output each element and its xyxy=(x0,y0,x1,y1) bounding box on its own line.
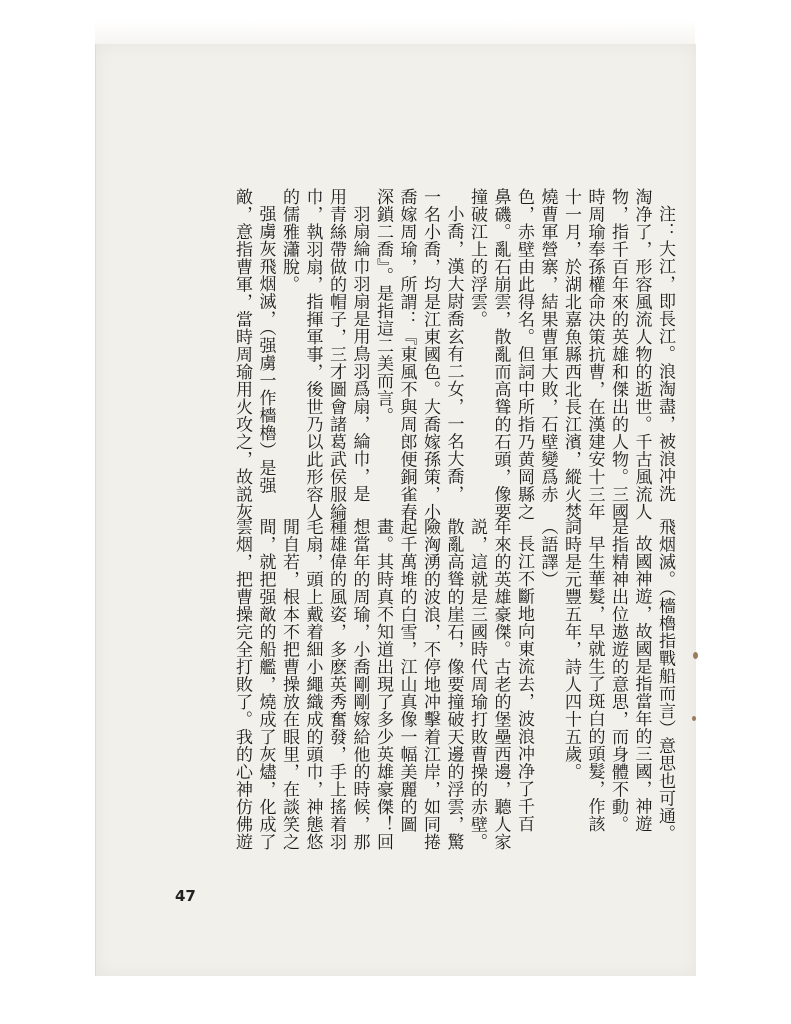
text-column: 想當年的周瑜，小喬剛剛嫁給他的時候，那 xyxy=(349,518,370,851)
text-column: 一名小喬，均是江東國色。大喬嫁孫策，小 xyxy=(420,188,440,521)
text-column: 深鎖二喬』。是指這二美而言。 xyxy=(373,188,393,425)
text-column: 是指精神出位遨遊的意思，而身體不動。 xyxy=(608,518,628,833)
text-column: 毛扇，頭上戴着細小繩織成的頭巾，神態悠 xyxy=(302,518,323,851)
text-column: 畫。其時真不知道出現了多少英雄豪傑！回 xyxy=(373,518,393,851)
text-column: 詞時是元豐五年，詩人四十五歲。 xyxy=(561,518,581,781)
text-column: 色，赤壁由此得名。但詞中所指乃黄岡縣之 xyxy=(514,188,534,521)
text-column: 説，這就是三國時代周瑜打敗曹操的赤壁。 xyxy=(467,518,487,851)
text-column: 閒自若，根本不把曹操放在眼里，在談笑之 xyxy=(279,518,299,851)
text-column: 長江不斷地向東流去，波浪冲净了千百 xyxy=(514,535,534,833)
text-column: 小喬，漢大尉喬玄有二女，一名大喬， xyxy=(443,205,464,503)
text-column: 起千萬堆的白雪，江山真像一幅美麗的圖 xyxy=(396,518,417,833)
text-column: 物，指千百年來的英雄和傑出的人物。三國 xyxy=(608,188,628,521)
text-column: 撞破江上的浮雲。 xyxy=(467,188,487,328)
text-column: 喬嫁周瑜，所謂：『東風不與周郎便銅雀春 xyxy=(396,188,417,521)
text-column: 故國神遊，故國是指當年的三國，神遊 xyxy=(631,535,652,833)
text-column: 散亂高聳的崖石，像要撞破天邊的浮雲，驚 xyxy=(443,518,464,851)
text-column: 間，就把强敵的船艦，燒成了灰燼，化成了 xyxy=(255,518,276,851)
text-column: 羽扇綸巾羽扇是用鳥羽爲扇，綸巾，是 xyxy=(349,205,370,503)
text-column: 早生華髮，早就生了斑白的頭髮，作該 xyxy=(584,535,605,833)
text-column: 注：大江，即長江。浪淘盡，被浪冲洗 xyxy=(655,205,675,503)
text-column: 淘净了，形容風流人物的逝世。千古風流人 xyxy=(631,188,652,521)
text-column: 雲烟，把曹操完全打敗了。我的心神仿佛遊 xyxy=(232,518,252,851)
text-column: 燒曹軍營寨，結果曹軍大敗，石壁變爲赤 xyxy=(537,188,558,503)
text-column: 十一月，於湖北嘉魚縣西北長江濱，縱火焚 xyxy=(561,188,581,521)
annotation-block-bottom xyxy=(141,518,676,878)
annotation-block-top xyxy=(141,188,676,521)
text-column: 巾，執羽扇，指揮軍事，後世乃以此形容人 xyxy=(302,188,323,521)
text-column: 强虜灰飛烟滅，（强虜一作檣櫓）是强 xyxy=(255,205,276,494)
text-column: 時周瑜奉孫權命决策抗曹，在漢建安十三年 xyxy=(584,188,605,521)
text-column: 險洶湧的波浪，不停地冲擊着江岸，如同捲 xyxy=(420,518,440,851)
text-column: 敵，意指曹軍，當時周瑜用火攻之，故説灰 xyxy=(232,188,252,521)
text-column: （語譯） xyxy=(537,518,558,588)
page-number: 47 xyxy=(175,887,196,905)
page-top-edge xyxy=(95,20,695,44)
text-column: 種雄偉的風姿，多麽英秀奮發，手上搖着羽 xyxy=(326,518,346,851)
ink-spot xyxy=(692,716,696,721)
text-column: 用青絲帶做的帽子，三才圖會諸葛武侯服綸 xyxy=(326,188,346,521)
text-column: 年來的英雄豪傑。古老的堡壘西邊，聽人家 xyxy=(490,518,511,851)
text-column: 飛烟滅。（檣櫓指戰船而言）意思也可通。 xyxy=(655,518,675,842)
text-column: 鼻磯。亂石崩雲，散亂而高聳的石頭，像要 xyxy=(490,188,511,521)
text-column: 的儒雅瀟脫。 xyxy=(279,188,299,293)
ink-spot xyxy=(693,652,698,659)
